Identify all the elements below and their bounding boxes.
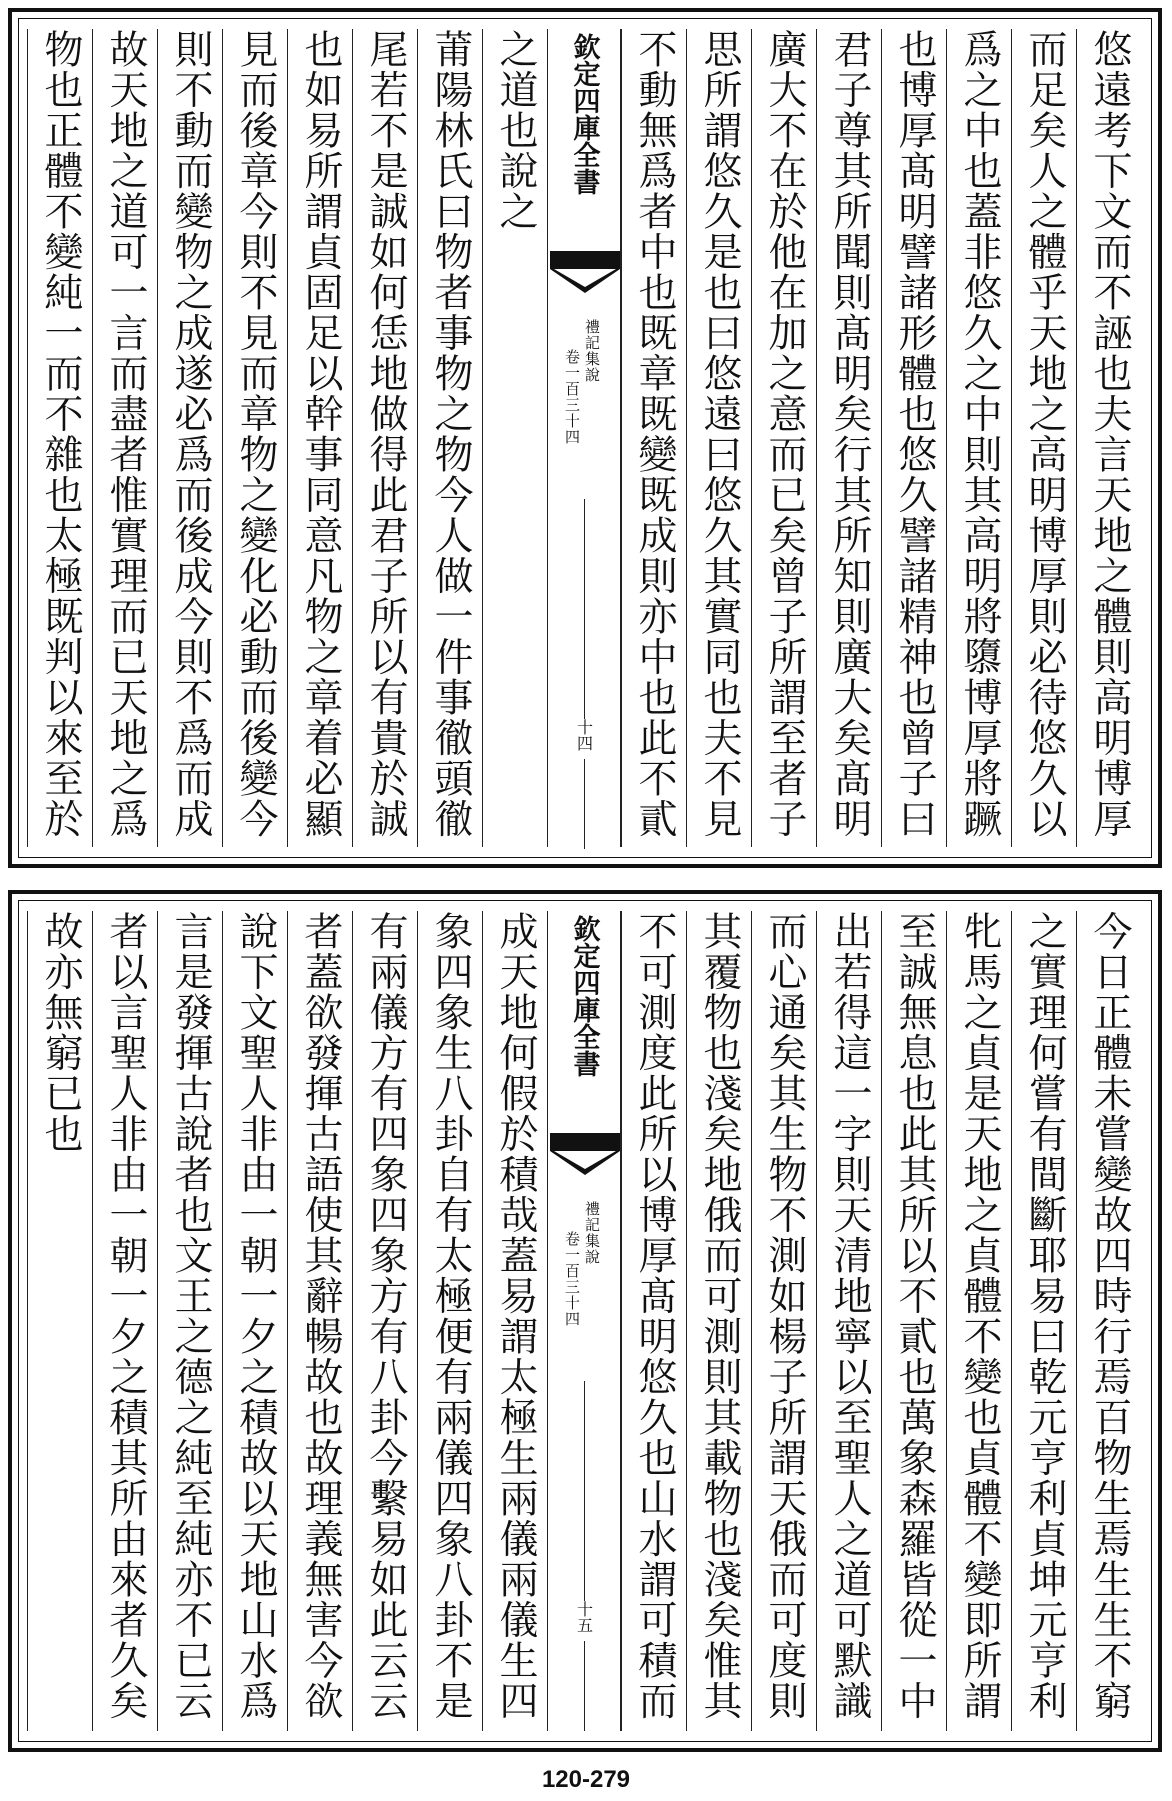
column-text: 廣大不在於他在加之意而已矣曾子所謂至者子 (762, 29, 807, 839)
fish-tail-mark (548, 1131, 622, 1179)
text-column-left-2 (417, 911, 482, 1731)
text-column-left-2 (417, 29, 482, 847)
text-column-right-3 (946, 29, 1011, 847)
text-column-right-1 (1076, 911, 1141, 1731)
text-column-left-8 (27, 29, 92, 847)
column-text: 莆陽林氏曰物者事物之物今人做一件事徹頭徹 (428, 29, 473, 839)
text-column-right-5 (816, 911, 881, 1731)
text-column-right-4 (881, 911, 946, 1731)
column-text: 不可測度此所以博厚髙明悠久也山水謂可積而 (632, 911, 677, 1721)
column-text: 也如易所謂貞固足以幹事同意凡物之章着必顯 (298, 29, 343, 839)
text-column-right-3 (946, 911, 1011, 1731)
column-text: 至誠無息也此其所以不貳也萬象森羅皆從一中 (892, 911, 937, 1721)
book-name: 禮記集說 (583, 319, 601, 383)
column-text: 言是發揮古說者也文王之德之純至純亦不已云 (168, 911, 213, 1721)
column-text: 而足矣人之體乎天地之高明博厚則必待悠久以 (1022, 29, 1067, 839)
column-text: 不動無爲者中也既章既變既成則亦中也此不貳 (632, 29, 677, 839)
column-text: 者蓋欲發揮古語使其辭暢故也故理義無害今欲 (298, 911, 343, 1721)
page-panel-upper (8, 8, 1162, 868)
column-text: 也博厚髙明譬諸形體也悠久譬諸精神也曾子曰 (892, 29, 937, 839)
column-text: 牝馬之貞是天地之貞體不變也貞體不變即所謂 (957, 911, 1002, 1721)
column-text: 物也正體不變純一而不雜也太極既判以來至於 (38, 29, 83, 839)
text-column-right-6 (751, 911, 816, 1731)
text-column-right-5 (816, 29, 881, 847)
column-text: 者以言聖人非由一朝一夕之積其所由來者久矣 (103, 911, 148, 1721)
center-rule (584, 1381, 585, 1601)
center-rule (584, 499, 585, 719)
column-text: 出若得這一字則天清地寧以至聖人之道可默識 (827, 911, 872, 1721)
center-rule-lower (584, 759, 585, 849)
volume-label: 卷一百三十四 (563, 1231, 581, 1327)
text-column-right-8 (621, 911, 686, 1731)
page-number: 十五 (574, 1601, 594, 1633)
text-column-right-2 (1011, 29, 1076, 847)
column-text: 悠遠考下文而不誣也夫言天地之體則高明博厚 (1087, 29, 1132, 839)
column-text: 成天地何假於積哉蓋易謂太極生兩儀兩儀生四 (493, 911, 538, 1721)
column-text: 有兩儀方有四象四象方有八卦今繫易如此云云 (363, 911, 408, 1721)
column-text: 而心通矣其生物不測如楊子所謂天俄而可度則 (762, 911, 807, 1721)
fish-tail-bar (550, 1133, 620, 1151)
page-number: 十四 (574, 719, 594, 751)
text-column-right-8 (621, 29, 686, 847)
column-text: 君子尊其所聞則髙明矣行其所知則廣大矣髙明 (827, 29, 872, 839)
column-text: 故亦無窮已也 (38, 911, 83, 1154)
text-column-left-8 (27, 911, 92, 1731)
column-text: 見而後章今則不見而章物之變化必動而後變今 (233, 29, 278, 839)
column-text: 思所謂悠久是也曰悠遠曰悠久其實同也夫不見 (697, 29, 742, 839)
column-text: 象四象生八卦自有太極便有兩儀四象八卦不是 (428, 911, 473, 1721)
text-column-left-4 (287, 911, 352, 1731)
column-text: 故天地之道可一言而盡者惟實理而已天地之爲 (103, 29, 148, 839)
text-column-left-5 (222, 29, 287, 847)
column-text: 則不動而變物之成遂必爲而後成今則不爲而成 (168, 29, 213, 839)
text-column-right-2 (1011, 911, 1076, 1731)
text-column-left-5 (222, 911, 287, 1731)
fish-tail-notch (550, 1151, 620, 1175)
library-title: 欽定四庫全書 (568, 915, 600, 1077)
column-text: 說下文聖人非由一朝一夕之積故以天地山水爲 (233, 911, 278, 1721)
text-column-left-6 (157, 29, 222, 847)
center-rule-lower (584, 1641, 585, 1731)
fish-tail-notch (550, 269, 620, 293)
page-panel-lower (8, 890, 1162, 1752)
text-column-left-3 (352, 911, 417, 1731)
text-column-left-3 (352, 29, 417, 847)
column-text: 今日正體未嘗變故四時行焉百物生焉生生不窮 (1087, 911, 1132, 1721)
panel-inner-border (18, 900, 1152, 1742)
text-column-right-4 (881, 29, 946, 847)
panel-inner-border (18, 18, 1152, 858)
center-margin-column (547, 911, 621, 1731)
column-text: 之實理何嘗有間斷耶易曰乾元亨利貞坤元亨利 (1022, 911, 1067, 1721)
text-column-right-1 (1076, 29, 1141, 847)
center-margin-column (547, 29, 621, 847)
column-text: 尾若不是誠如何恁地做得此君子所以有貴於誠 (363, 29, 408, 839)
column-text: 之道也說之 (493, 29, 538, 232)
text-column-left-4 (287, 29, 352, 847)
text-column-right-7 (686, 911, 751, 1731)
text-column-left-1 (482, 29, 547, 847)
column-text: 其覆物也淺矣地俄而可測則其載物也淺矣惟其 (697, 911, 742, 1721)
fish-tail-mark (548, 249, 622, 297)
text-column-left-6 (157, 911, 222, 1731)
library-title: 欽定四庫全書 (568, 33, 600, 195)
book-name: 禮記集說 (583, 1201, 601, 1265)
text-column-left-1 (482, 911, 547, 1731)
text-column-left-7 (92, 911, 157, 1731)
text-column-right-6 (751, 29, 816, 847)
text-column-left-7 (92, 29, 157, 847)
column-text: 爲之中也蓋非悠久之中則其高明將隳博厚將蹶 (957, 29, 1002, 839)
text-column-right-7 (686, 29, 751, 847)
page-folio-number: 120-279 (541, 1766, 631, 1793)
volume-label: 卷一百三十四 (563, 349, 581, 445)
fish-tail-bar (550, 251, 620, 269)
